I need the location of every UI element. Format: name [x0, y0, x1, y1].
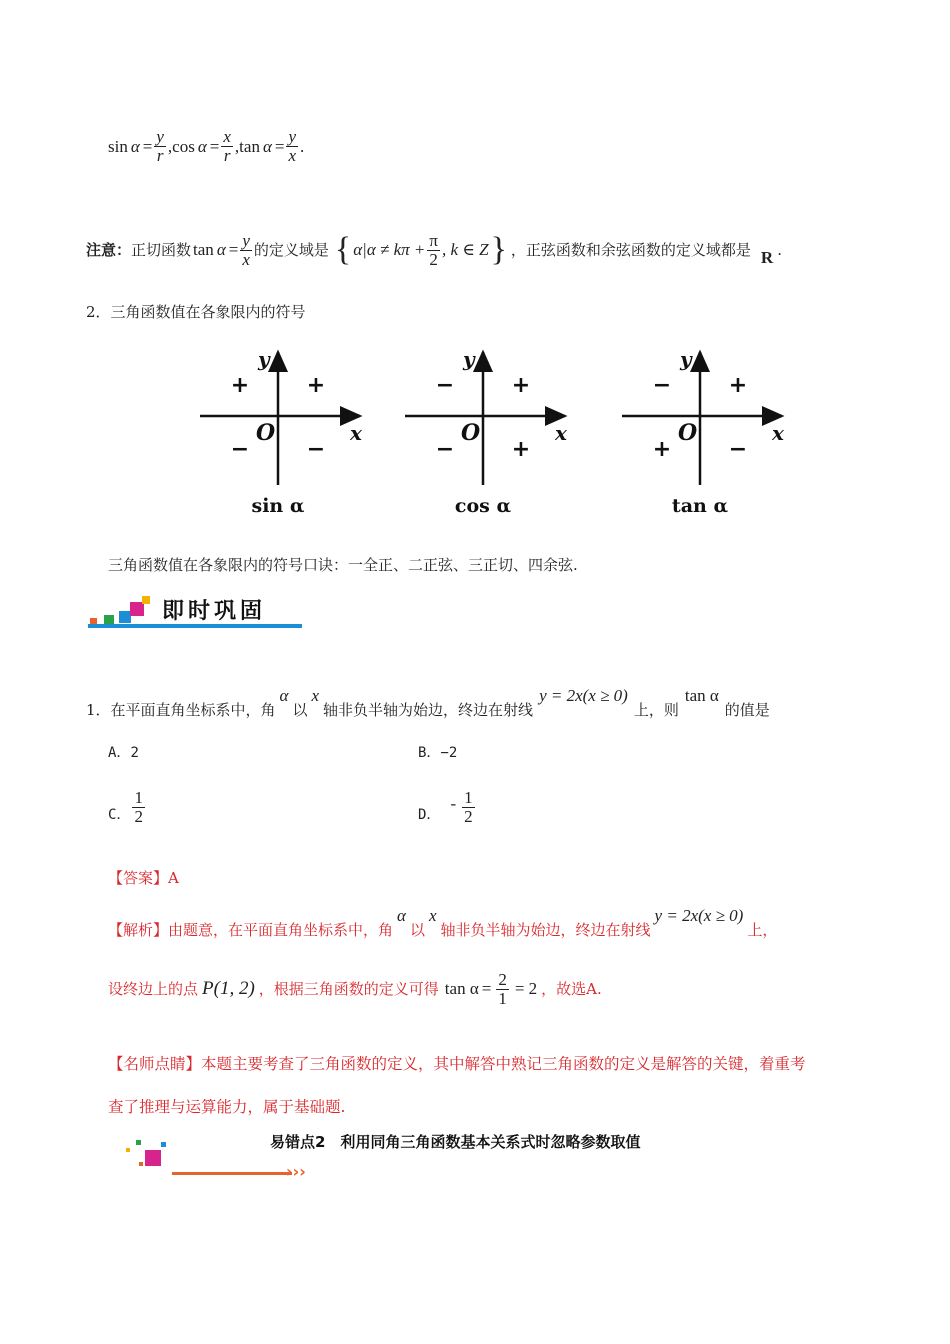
quadrant-sign-diagrams: [180, 340, 820, 525]
x-axis-label: x: [350, 421, 362, 445]
quadrant-1-sign: +: [511, 373, 531, 398]
y-over-x: [240, 232, 252, 269]
numerator: 1: [464, 788, 473, 807]
numerator: 2: [498, 969, 507, 989]
comma: ,: [234, 136, 240, 156]
quadrant-3-sign: +: [652, 437, 672, 462]
two-over-one: [496, 971, 509, 1008]
tan-alpha: tan α: [684, 686, 719, 705]
sin-text: sin: [108, 136, 128, 156]
x-over-r: [221, 128, 233, 165]
analysis-text: ，故选A.: [541, 980, 602, 998]
origin-label: O: [678, 420, 698, 446]
denominator: 1: [498, 988, 507, 1008]
banner-square: [130, 602, 144, 616]
period: .: [777, 241, 782, 259]
analysis-text: 以: [409, 921, 425, 939]
x-axis-label: x: [555, 421, 567, 445]
y-over-r: [154, 128, 166, 165]
cos-text: cos: [172, 136, 195, 156]
ray-equation: y = 2x(x ≥ 0): [539, 686, 628, 705]
banner-square: [136, 1140, 141, 1145]
ray-equation: y = 2x(x ≥ 0): [654, 906, 744, 925]
set-tail: , k ∈ Z: [441, 240, 489, 259]
quadrant-3-sign: −: [230, 437, 250, 462]
option-b[interactable]: [418, 743, 457, 763]
pi-over-two: [427, 232, 440, 269]
option-c[interactable]: [108, 780, 147, 826]
quadrant-4-sign: +: [511, 437, 531, 462]
alpha-symbol: α: [262, 136, 272, 156]
tan-text: tan: [239, 136, 260, 156]
equals-sign: =: [142, 136, 153, 156]
quadrant-diagram-1: [200, 347, 363, 517]
tan-alpha: tan α: [444, 979, 479, 998]
quadrant-diagram-2: [405, 347, 568, 517]
analysis-text: 由题意，在平面直角坐标系中，角: [168, 921, 394, 939]
error-point-banner: [120, 1132, 820, 1182]
denominator: x: [242, 249, 250, 269]
mnemonic-text: 三角函数值在各象限内的符号口诀：一全正、二正弦、三正切、四余弦.: [108, 556, 578, 574]
analysis-line-2: [108, 965, 602, 1013]
definitions-formula: [108, 128, 304, 165]
note-text: 的定义域是: [253, 241, 329, 259]
note-text: ，正弦函数和余弦函数的定义域都是: [510, 241, 751, 259]
function-label: sin α: [251, 495, 305, 517]
quadrant-2-sign: −: [652, 373, 672, 398]
answer-line: [108, 868, 179, 888]
option-label: B．: [418, 745, 441, 761]
tip-label: 【名师点睛】: [108, 1055, 202, 1073]
note-line: [86, 230, 782, 270]
banner-square: [161, 1142, 166, 1147]
analysis-text: 上，: [747, 921, 778, 939]
quadrant-1-sign: +: [306, 373, 326, 398]
option-fraction: [462, 789, 475, 826]
section-banner: [88, 594, 303, 632]
denominator: x: [288, 146, 297, 165]
equals-result: = 2: [514, 979, 538, 998]
origin-label: O: [461, 420, 481, 446]
note-text: 正切函数: [131, 241, 192, 259]
question-text: 上，则: [633, 701, 679, 719]
y-over-x: [286, 128, 298, 165]
option-d[interactable]: [418, 780, 477, 826]
x-symbol: x: [311, 686, 320, 705]
period: .: [300, 136, 305, 156]
equals-sign: =: [481, 979, 492, 998]
left-brace: {: [334, 231, 352, 268]
question-text: 以: [292, 701, 308, 719]
denominator: 2: [464, 807, 473, 826]
right-brace: }: [490, 231, 507, 268]
quadrant-diagram-3: [622, 347, 785, 517]
equals-sign: =: [228, 240, 239, 259]
quadrant-2-sign: −: [435, 373, 455, 398]
option-value: 2: [130, 745, 139, 761]
alpha-symbol: α: [130, 136, 140, 156]
comma: ,: [167, 136, 173, 156]
set-condition: α|α ≠ kπ +: [353, 240, 426, 259]
equals-sign: =: [274, 136, 285, 156]
alpha-symbol: α: [397, 906, 406, 925]
numerator: 1: [134, 788, 143, 807]
denominator: r: [156, 146, 164, 165]
quadrant-2-sign: +: [230, 373, 250, 398]
tip-line-2: 查了推理与运算能力，属于基础题.: [108, 1098, 346, 1116]
analysis-label: 【解析】: [108, 921, 169, 939]
function-label: tan α: [671, 495, 729, 517]
numerator: y: [156, 127, 164, 146]
banner-square: [139, 1162, 143, 1166]
banner-square: [142, 596, 150, 604]
banner-square: [145, 1150, 161, 1166]
y-axis-label: y: [680, 347, 692, 371]
real-set-symbol: R: [760, 248, 774, 267]
tan-text: tan: [193, 240, 214, 259]
option-value: −2: [440, 745, 458, 761]
minus-sign: -: [450, 794, 457, 813]
answer-value: A: [168, 869, 179, 887]
quadrant-4-sign: −: [306, 437, 326, 462]
alpha-symbol: α: [197, 136, 207, 156]
denominator: 2: [429, 249, 438, 269]
denominator: 2: [134, 807, 143, 826]
tip-text: 本题主要考查了三角函数的定义，其中解答中熟记三角函数的定义是解答的关键，着重考: [201, 1055, 806, 1073]
quadrant-3-sign: −: [435, 437, 455, 462]
question-1: [86, 680, 770, 720]
option-fraction: [132, 789, 145, 826]
y-axis-label: y: [463, 347, 475, 371]
tip-line-1: [108, 1054, 806, 1074]
quadrant-1-sign: +: [728, 373, 748, 398]
numerator: x: [223, 127, 231, 146]
banner-arrow-heads: ›››: [286, 1162, 306, 1181]
answer-label: 【答案】: [108, 869, 169, 887]
question-text: 1．在平面直角坐标系中，角: [86, 701, 276, 719]
equals-sign: =: [209, 136, 220, 156]
analysis-text: 设终边上的点: [108, 980, 199, 998]
banner-arrow-line: [172, 1172, 292, 1175]
option-label: D．: [418, 807, 441, 823]
banner-title: 易错点2 利用同角三角函数基本关系式时忽略参数取值: [270, 1133, 641, 1151]
banner-title: 即时巩固: [162, 599, 267, 624]
question-text: 轴非负半轴为始边，终边在射线: [323, 701, 534, 719]
function-label: cos α: [454, 495, 512, 517]
note-label: 注意：: [86, 241, 132, 259]
option-label: C．: [108, 807, 131, 823]
denominator: r: [223, 146, 231, 165]
option-label: A．: [108, 745, 131, 761]
quadrant-4-sign: −: [728, 437, 748, 462]
analysis-text: 轴非负半轴为始边，终边在射线: [440, 921, 651, 939]
banner-square: [126, 1148, 130, 1152]
question-text: 的值是: [724, 701, 770, 719]
numerator: π: [429, 230, 438, 250]
option-a[interactable]: [108, 743, 139, 763]
alpha-symbol: α: [279, 686, 289, 705]
point-p: P(1, 2): [202, 978, 255, 999]
numerator: y: [242, 230, 250, 250]
analysis-text: ，根据三角函数的定义可得: [258, 980, 439, 998]
origin-label: O: [256, 420, 276, 446]
y-axis-label: y: [258, 347, 270, 371]
alpha-symbol: α: [216, 240, 226, 259]
x-symbol: x: [428, 906, 437, 925]
section-title: 2．三角函数值在各象限内的符号: [86, 303, 306, 321]
numerator: y: [288, 127, 297, 146]
x-axis-label: x: [772, 421, 784, 445]
analysis-line-1: [108, 900, 777, 940]
